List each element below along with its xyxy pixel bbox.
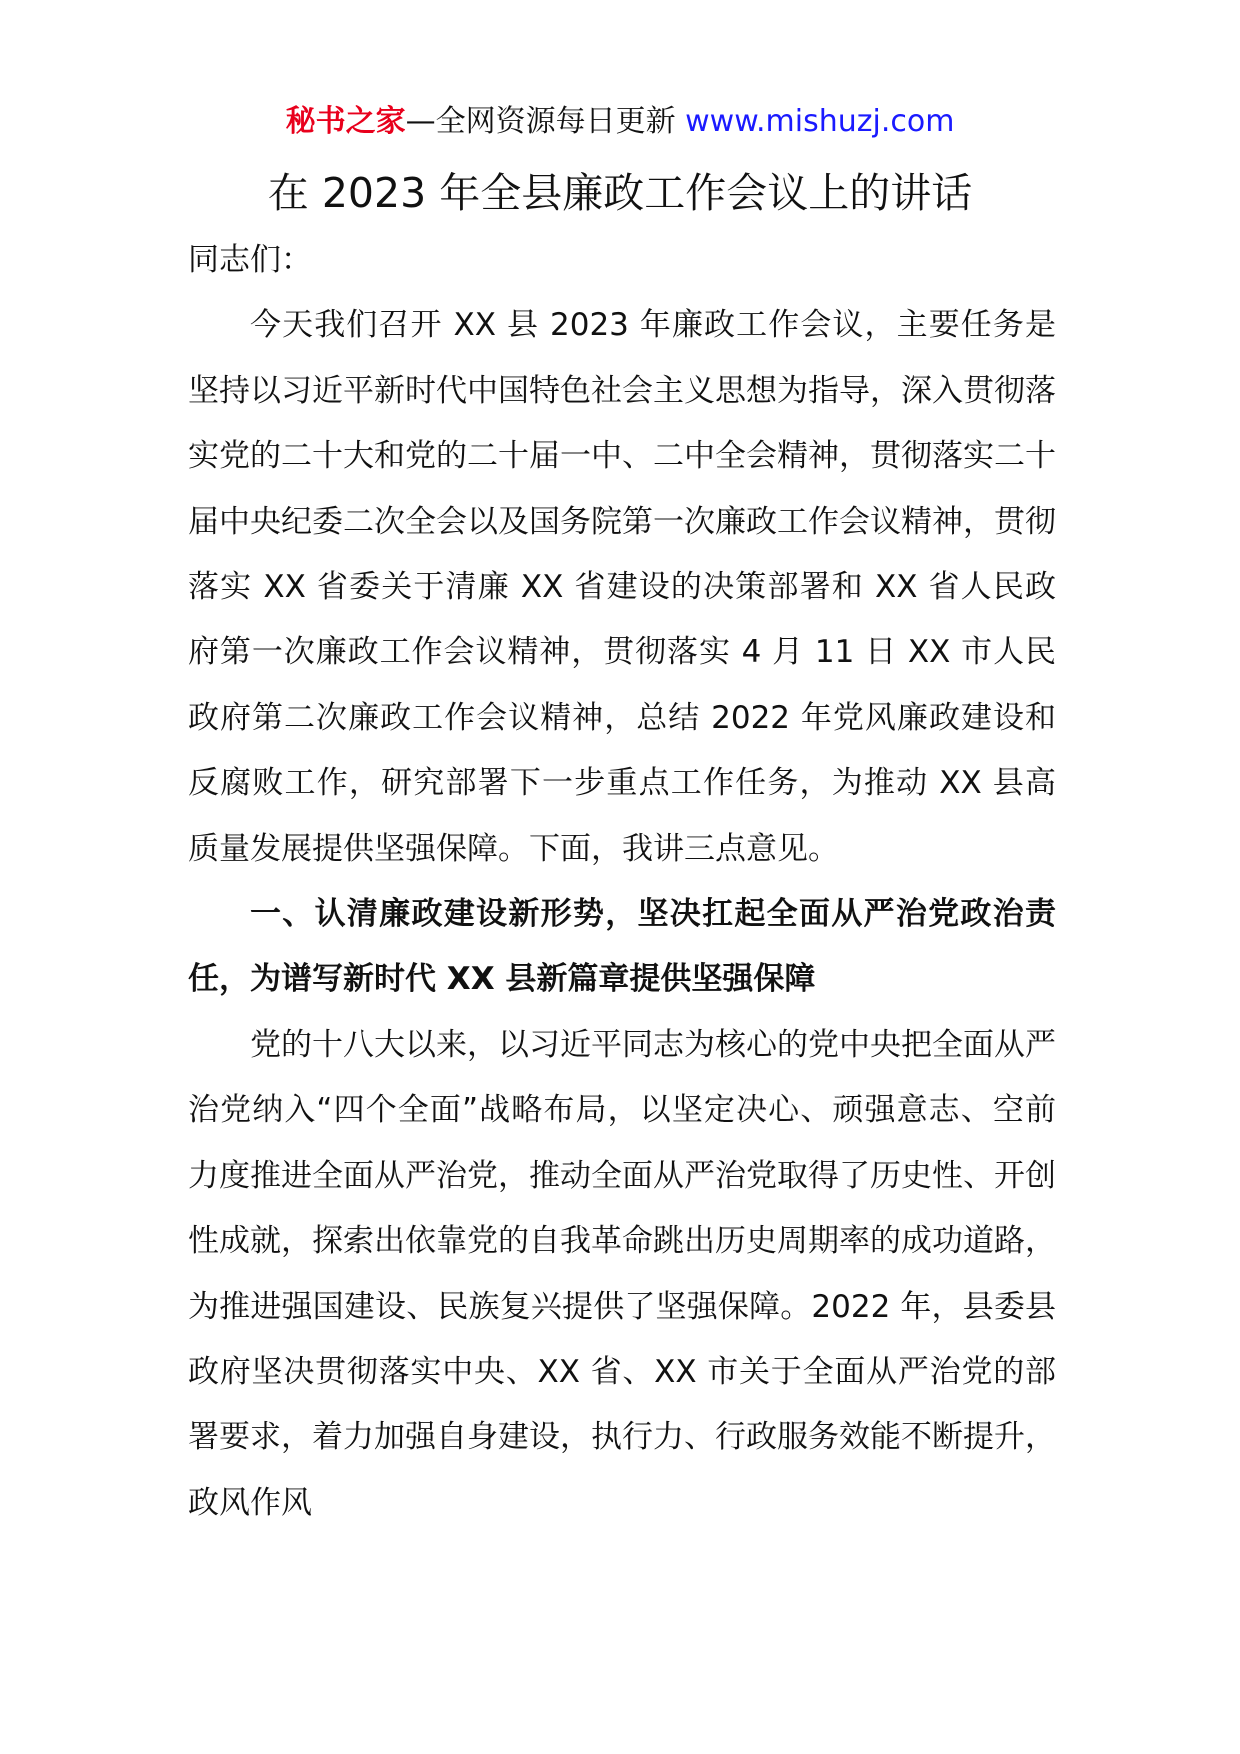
document-body: [188, 228, 1056, 1536]
body-paragraph: 今天我们召开 XX 县 2023 年廉政工作会议，主要任务是坚持以习近平新时代中国特色社会主义思想为指导，深入贯彻落实党的二十大和党的二十届一中、二中全会精神，贯彻落实二十届中央纪委二次全会以及国务院第一次廉政工作会议精神，贯彻落实 XX 省委关于清廉 XX 省建设的决策部署和 XX 省人民政府第一次廉政工作会议精神，贯彻落实 4 月 11 日 XX 市人民政府第二次廉政工作会议精神，总结 2022 年党风廉政建设和反腐败工作，研究部署下一步重点工作任务，为推动 XX 县高质量发展提供坚强保障。下面，我讲三点意见。: [188, 307, 1056, 867]
header-tagline: —全网资源每日更新: [405, 104, 676, 139]
site-header: [0, 100, 1240, 144]
document-title: 在 2023 年全县廉政工作会议上的讲话: [267, 169, 973, 217]
body-paragraph: 党的十八大以来，以习近平同志为核心的党中央把全面从严治党纳入“四个全面”战略布局，以坚定决心、顽强意志、空前力度推进全面从严治党，推动全面从严治党取得了历史性、开创性成就，探索出依靠党的自我革命跳出历史周期率的成功道路，为推进强国建设、民族复兴提供了坚强保障。2022 年，县委县政府坚决贯彻落实中央、XX 省、XX 市关于全面从严治党的部署要求，着力加强自身建设，执行力、行政服务效能不断提升，政风作风: [188, 1026, 1056, 1521]
salutation: 同志们：: [188, 242, 312, 278]
site-url-link[interactable]: www.mishuzj.com: [685, 104, 955, 139]
section-heading: 一、认清廉政建设新形势，坚决扛起全面从严治党政治责任，为谱写新时代 XX 县新篇章提供坚强保障: [188, 896, 1056, 998]
brand-name: 秘书之家: [285, 104, 406, 139]
